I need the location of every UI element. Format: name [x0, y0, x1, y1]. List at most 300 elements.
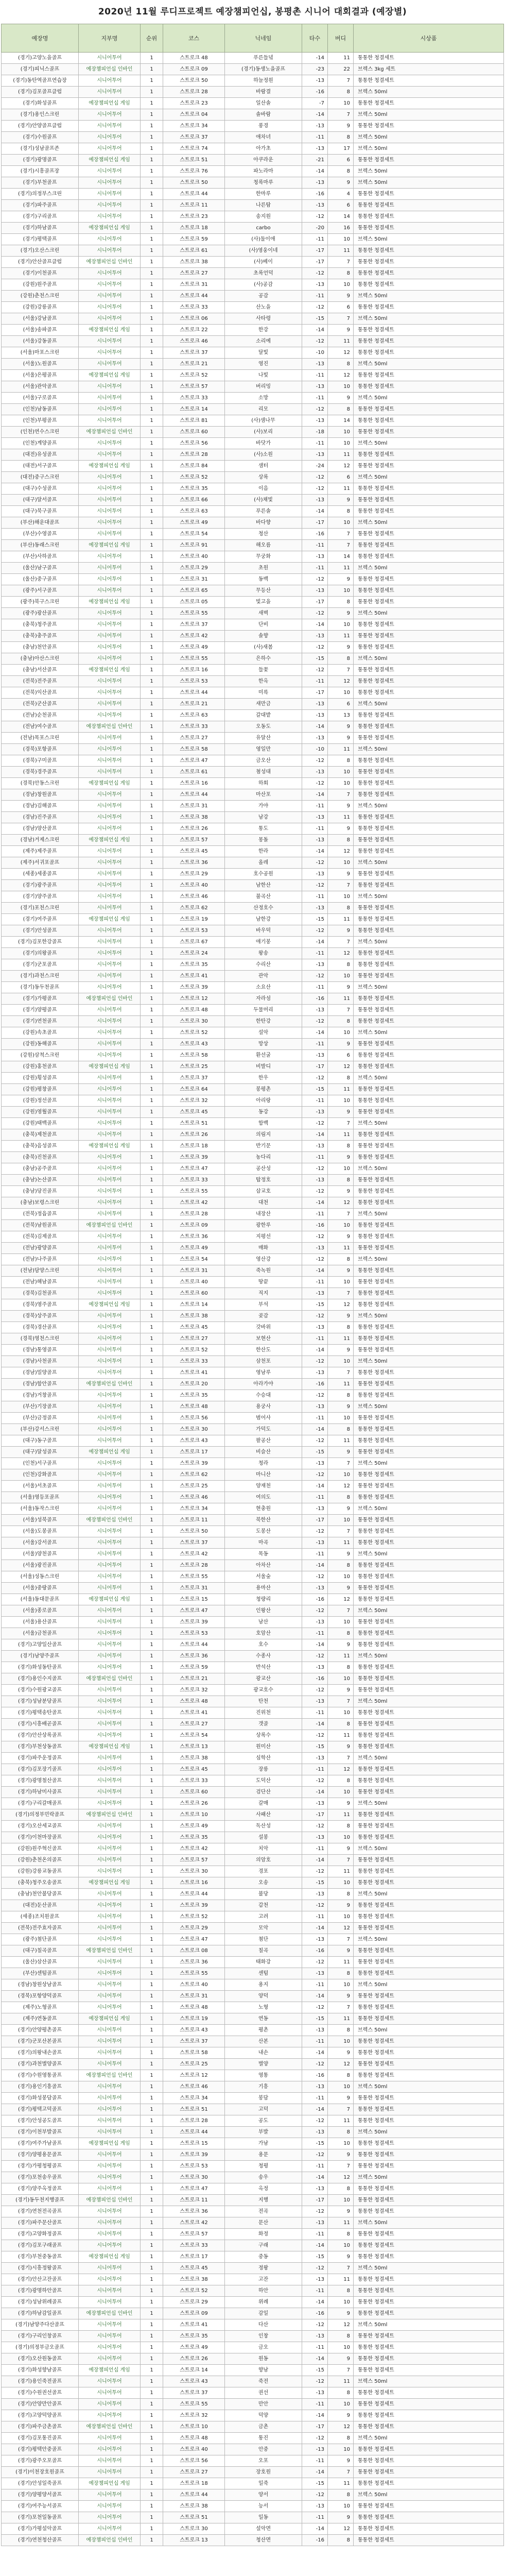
table-row: [2, 2025, 504, 2036]
rank-cell: 1: [141, 1571, 163, 1583]
score-cell: -13: [302, 733, 328, 744]
course-cell: 스트로크 37: [163, 1537, 225, 1549]
rank-cell: 1: [141, 1333, 163, 1345]
prize-cell: 통통한 청결세트: [354, 2047, 504, 2059]
score-cell: -14: [302, 1923, 328, 1934]
birdie-cell: 10: [328, 2036, 354, 2047]
table-row: [2, 1424, 504, 1435]
score-cell: -11: [302, 2342, 328, 2353]
rank-cell: 1: [141, 619, 163, 631]
score-cell: -11: [302, 1628, 328, 1639]
course-cell: 스트로크 05: [163, 597, 225, 608]
nickname-cell: 영통: [225, 2070, 302, 2081]
prize-cell: 브렉스 50ml: [354, 563, 504, 574]
score-cell: -13: [302, 1832, 328, 1843]
branch-cell: 예장챔피언십 인바인: [79, 2421, 141, 2433]
score-cell: -11: [302, 1911, 328, 1923]
nickname-cell: 바우덕: [225, 925, 302, 937]
course-cell: 스트로크 43: [163, 1435, 225, 1447]
rank-cell: 1: [141, 1050, 163, 1061]
branch-cell: 시니어투어: [79, 1730, 141, 1741]
rank-cell: 1: [141, 2070, 163, 2081]
branch-cell: 시니어투어: [79, 347, 141, 359]
table-row: [2, 699, 504, 710]
birdie-cell: 8: [328, 1775, 354, 1787]
birdie-cell: 9: [328, 1685, 354, 1696]
birdie-cell: 8: [328, 166, 354, 177]
birdie-cell: 8: [328, 1390, 354, 1401]
course-cell: 스트로크 44: [163, 189, 225, 200]
prize-cell: 통통한 청결세트: [354, 98, 504, 109]
course-cell: 스트로크 29: [163, 869, 225, 880]
prize-cell: 통통한 청결세트: [354, 1526, 504, 1537]
score-cell: -13: [302, 585, 328, 597]
course-cell: 스트로크 36: [163, 1957, 225, 1968]
course-cell: 스트로크 33: [163, 721, 225, 733]
nickname-cell: 한마루: [225, 189, 302, 200]
prize-cell: 통통한 청결세트: [354, 835, 504, 846]
birdie-cell: 7: [328, 1526, 354, 1537]
rank-cell: 1: [141, 449, 163, 461]
prize-cell: 브렉스 50ml: [354, 291, 504, 302]
course-cell: 스트로크 45: [163, 1764, 225, 1775]
prize-cell: 통통한 청결세트: [354, 665, 504, 676]
rank-cell: 1: [141, 2149, 163, 2161]
rank-cell: 1: [141, 1084, 163, 1095]
course-cell: 스트로크 36: [163, 1651, 225, 1662]
prize-cell: 브렉스 50ml: [354, 2319, 504, 2331]
prize-cell: 통통한 청결세트: [354, 495, 504, 506]
score-cell: -13: [302, 1141, 328, 1152]
birdie-cell: 8: [328, 1073, 354, 1084]
birdie-cell: 11: [328, 1084, 354, 1095]
nickname-cell: 공산성: [225, 1163, 302, 1175]
course-cell: 스트로크 14: [163, 2365, 225, 2376]
table-row: [2, 2263, 504, 2274]
nickname-cell: 인왕산: [225, 1605, 302, 1617]
table-row: [2, 1617, 504, 1628]
course-cell: 스트로크 25: [163, 1481, 225, 1492]
score-cell: -7: [302, 98, 328, 109]
course-cell: 스트로크 41: [163, 1367, 225, 1379]
table-row: [2, 87, 504, 98]
rank-cell: 1: [141, 1141, 163, 1152]
birdie-cell: 11: [328, 1129, 354, 1141]
birdie-cell: 9: [328, 823, 354, 835]
table-row: [2, 1265, 504, 1277]
venue-cell: (경기)김포한강골프: [2, 937, 79, 948]
rank-cell: 1: [141, 2138, 163, 2149]
prize-cell: 브렉스 50ml: [354, 2376, 504, 2387]
table-row: [2, 1379, 504, 1390]
birdie-cell: 9: [328, 291, 354, 302]
prize-cell: 통통한 청결세트: [354, 597, 504, 608]
course-cell: 스트로크 54: [163, 529, 225, 540]
table-row: [2, 1458, 504, 1469]
score-cell: -16: [302, 1220, 328, 1231]
branch-cell: 시니어투어: [79, 1095, 141, 1107]
branch-cell: 시니어투어: [79, 245, 141, 257]
venue-cell: (경기)연천골프: [2, 1016, 79, 1027]
prize-cell: 통통한 청결세트: [354, 585, 504, 597]
table-row: [2, 291, 504, 302]
course-cell: 스트로크 64: [163, 1084, 225, 1095]
venue-cell: (광주)광산골프: [2, 608, 79, 619]
table-row: [2, 1685, 504, 1696]
prize-cell: 통통한 청결세트: [354, 1447, 504, 1458]
branch-cell: 시니어투어: [79, 1843, 141, 1855]
course-cell: 스트로크 27: [163, 1333, 225, 1345]
branch-cell: 시니어투어: [79, 302, 141, 313]
table-row: [2, 971, 504, 982]
branch-cell: 시니어투어: [79, 472, 141, 483]
venue-cell: (경남)양산골프: [2, 823, 79, 835]
nickname-cell: 왕송: [225, 948, 302, 959]
rank-cell: 1: [141, 563, 163, 574]
branch-cell: 시니어투어: [79, 755, 141, 767]
rank-cell: 1: [141, 313, 163, 325]
branch-cell: 시니어투어: [79, 189, 141, 200]
venue-cell: (경기)의왕골프: [2, 948, 79, 959]
score-cell: -12: [302, 1605, 328, 1617]
course-cell: 스트로크 56: [163, 2455, 225, 2467]
prize-cell: 통통한 청결세트: [354, 971, 504, 982]
nickname-cell: 산정호수: [225, 903, 302, 914]
score-cell: -15: [302, 1741, 328, 1753]
score-cell: -13: [302, 75, 328, 87]
nickname-cell: 청량리: [225, 1594, 302, 1605]
venue-cell: (경기)남양주다산골프: [2, 2319, 79, 2331]
branch-cell: 시니어투어: [79, 1265, 141, 1277]
prize-cell: 통통한 청결세트: [354, 415, 504, 427]
nickname-cell: 내손: [225, 2047, 302, 2059]
birdie-cell: 8: [328, 959, 354, 971]
course-cell: 스트로크 26: [163, 2353, 225, 2365]
rank-cell: 1: [141, 517, 163, 529]
venue-cell: (강원)동해골프: [2, 1039, 79, 1050]
nickname-cell: 공감: [225, 291, 302, 302]
birdie-cell: 12: [328, 1481, 354, 1492]
course-cell: 스트로크 14: [163, 1299, 225, 1311]
course-cell: 스트로크 39: [163, 1900, 225, 1911]
venue-cell: (전북)익산골프: [2, 687, 79, 699]
score-cell: -11: [302, 438, 328, 449]
branch-cell: 시니어투어: [79, 846, 141, 857]
rank-cell: 1: [141, 1061, 163, 1073]
course-cell: 스트로크 44: [163, 1639, 225, 1651]
course-cell: 스트로크 35: [163, 1832, 225, 1843]
table-row: [2, 2183, 504, 2195]
branch-cell: 시니어투어: [79, 823, 141, 835]
score-cell: -11: [302, 2399, 328, 2410]
course-cell: 스트로크 16: [163, 778, 225, 789]
birdie-cell: 10: [328, 517, 354, 529]
venue-cell: (전남)목포스크린: [2, 733, 79, 744]
birdie-cell: 12: [328, 2523, 354, 2535]
prize-cell: 통통한 청결세트: [354, 1390, 504, 1401]
course-cell: 스트로크 52: [163, 1027, 225, 1039]
prize-cell: 통통한 청결세트: [354, 767, 504, 778]
branch-cell: 시니어투어: [79, 2127, 141, 2138]
prize-cell: 브렉스 50ml: [354, 87, 504, 98]
nickname-cell: 관악: [225, 971, 302, 982]
venue-cell: (경북)김천골프: [2, 1288, 79, 1299]
branch-cell: 시니어투어: [79, 1424, 141, 1435]
nickname-cell: 한탄강: [225, 1016, 302, 1027]
nickname-cell: 애기봉: [225, 937, 302, 948]
branch-cell: 시니어투어: [79, 801, 141, 812]
course-cell: 스트로크 19: [163, 2013, 225, 2025]
score-cell: -11: [302, 1095, 328, 1107]
table-row: [2, 551, 504, 563]
table-row: [2, 687, 504, 699]
rank-cell: 1: [141, 2217, 163, 2229]
venue-cell: (경기)가평설악골프: [2, 2523, 79, 2535]
rank-cell: 1: [141, 1617, 163, 1628]
score-cell: -12: [302, 1231, 328, 1243]
rank-cell: 1: [141, 245, 163, 257]
rank-cell: 1: [141, 325, 163, 336]
table-row: [2, 449, 504, 461]
prize-cell: 통통한 청결세트: [354, 1617, 504, 1628]
nickname-cell: 비발디: [225, 1061, 302, 1073]
table-row: [2, 2115, 504, 2127]
score-cell: -14: [302, 1855, 328, 1866]
venue-cell: (서울)영등포골프: [2, 1492, 79, 1503]
venue-cell: (경남)통영골프: [2, 1345, 79, 1356]
course-cell: 스트로크 04: [163, 109, 225, 121]
birdie-cell: 7: [328, 2002, 354, 2013]
course-cell: 스트로크 45: [163, 1107, 225, 1118]
nickname-cell: 광교산: [225, 1673, 302, 1685]
prize-cell: 통통한 청결세트: [354, 1594, 504, 1605]
venue-cell: (강원)강릉골프: [2, 302, 79, 313]
branch-cell: 시니어투어: [79, 2353, 141, 2365]
nickname-cell: 치악: [225, 1843, 302, 1855]
branch-cell: 시니어투어: [79, 585, 141, 597]
prize-cell: 통통한 청결세트: [354, 2478, 504, 2489]
rank-cell: 1: [141, 2297, 163, 2308]
table-row: [2, 1866, 504, 1877]
venue-cell: (부산)센텀골프: [2, 1968, 79, 1979]
venue-cell: (부산)동래스크린: [2, 540, 79, 551]
branch-cell: 시니어투어: [79, 1821, 141, 1832]
score-cell: -14: [302, 2172, 328, 2183]
birdie-cell: 11: [328, 1957, 354, 1968]
course-cell: 스트로크 38: [163, 1311, 225, 1322]
prize-cell: 통통한 청결세트: [354, 914, 504, 925]
branch-cell: 시니어투어: [79, 1345, 141, 1356]
course-cell: 스트로크 46: [163, 1492, 225, 1503]
score-cell: -11: [302, 1764, 328, 1775]
score-cell: -13: [302, 143, 328, 155]
table-row: [2, 2161, 504, 2172]
table-row: [2, 2501, 504, 2512]
score-cell: -14: [302, 109, 328, 121]
branch-cell: 예장챔피언십 게임: [79, 597, 141, 608]
course-cell: 스트로크 39: [163, 1152, 225, 1163]
rank-cell: 1: [141, 2127, 163, 2138]
nickname-cell: 고려: [225, 1911, 302, 1923]
table-row: [2, 1039, 504, 1050]
venue-cell: (대구)달성골프: [2, 1447, 79, 1458]
venue-cell: (경기)평택고덕골프: [2, 2104, 79, 2115]
birdie-cell: 8: [328, 132, 354, 143]
birdie-cell: 10: [328, 1707, 354, 1719]
rank-cell: 1: [141, 733, 163, 744]
birdie-cell: 8: [328, 1424, 354, 1435]
venue-cell: (전북)전주효자골프: [2, 1923, 79, 1934]
course-cell: 스트로크 33: [163, 393, 225, 404]
venue-cell: (경기)양평양서골프: [2, 2489, 79, 2501]
nickname-cell: 영일만: [225, 744, 302, 755]
table-row: [2, 2365, 504, 2376]
nickname-cell: 도봉산: [225, 1526, 302, 1537]
branch-cell: 예장챔피언십 인바인: [79, 64, 141, 75]
rank-cell: 1: [141, 1027, 163, 1039]
prize-cell: 통통한 청결세트: [354, 789, 504, 801]
table-row: [2, 2149, 504, 2161]
birdie-cell: 9: [328, 495, 354, 506]
branch-cell: 시니어투어: [79, 2081, 141, 2093]
branch-cell: 시니어투어: [79, 1356, 141, 1367]
prize-cell: 통통한 청결세트: [354, 1968, 504, 1979]
course-cell: 스트로크 32: [163, 1685, 225, 1696]
rank-cell: 1: [141, 1809, 163, 1821]
branch-cell: 시니어투어: [79, 279, 141, 291]
birdie-cell: 11: [328, 1333, 354, 1345]
table-row: [2, 64, 504, 75]
prize-cell: 통통한 청결세트: [354, 1333, 504, 1345]
rank-cell: 1: [141, 1243, 163, 1254]
score-cell: -11: [302, 2455, 328, 2467]
rank-cell: 1: [141, 642, 163, 653]
venue-cell: (경기)시흥배곧골프: [2, 1719, 79, 1730]
nickname-cell: 설악면: [225, 2523, 302, 2535]
nickname-cell: 은하수: [225, 653, 302, 665]
prize-cell: 통통한 청결세트: [354, 1560, 504, 1571]
nickname-cell: 가야: [225, 801, 302, 812]
course-cell: 스트로크 28: [163, 87, 225, 98]
branch-cell: 예장챔피언십 인바인: [79, 257, 141, 268]
score-cell: -16: [302, 2535, 328, 2546]
nickname-cell: 팔공산: [225, 1435, 302, 1447]
birdie-cell: 8: [328, 2285, 354, 2297]
course-cell: 스트로크 42: [163, 1843, 225, 1855]
table-row: [2, 1209, 504, 1220]
venue-cell: (경기)포천송우골프: [2, 2172, 79, 2183]
nickname-cell: 농다리: [225, 1152, 302, 1163]
rank-cell: 1: [141, 880, 163, 891]
rank-cell: 1: [141, 483, 163, 495]
birdie-cell: 9: [328, 1843, 354, 1855]
branch-cell: 시니어투어: [79, 415, 141, 427]
nickname-cell: 반석산: [225, 1662, 302, 1673]
venue-cell: (경기)평택골프: [2, 234, 79, 245]
venue-cell: (제주)연동골프: [2, 2013, 79, 2025]
col-header-birdie: 버디: [328, 24, 354, 53]
course-cell: 스트로크 42: [163, 631, 225, 642]
course-cell: 스트로크 63: [163, 710, 225, 721]
score-cell: -11: [302, 132, 328, 143]
birdie-cell: 11: [328, 993, 354, 1005]
prize-cell: 통통한 청결세트: [354, 948, 504, 959]
rank-cell: 1: [141, 2025, 163, 2036]
score-cell: -12: [302, 971, 328, 982]
venue-cell: (경북)안동스크린: [2, 778, 79, 789]
course-cell: 스트로크 58: [163, 2047, 225, 2059]
table-row: [2, 1855, 504, 1866]
table-row: [2, 1662, 504, 1673]
table-row: [2, 1311, 504, 1322]
venue-cell: (인천)연수스크린: [2, 427, 79, 438]
rank-cell: 1: [141, 857, 163, 869]
birdie-cell: 8: [328, 755, 354, 767]
rank-cell: 1: [141, 1957, 163, 1968]
branch-cell: 시니어투어: [79, 1435, 141, 1447]
venue-cell: (경기)의정부스크린: [2, 189, 79, 200]
nickname-cell: 반기문: [225, 1141, 302, 1152]
nickname-cell: 남산: [225, 1617, 302, 1628]
course-cell: 스트로크 43: [163, 2376, 225, 2387]
birdie-cell: 12: [328, 676, 354, 687]
rank-cell: 1: [141, 2319, 163, 2331]
course-cell: 스트로크 09: [163, 64, 225, 75]
prize-cell: 통통한 청결세트: [354, 75, 504, 87]
prize-cell: 통통한 청결세트: [354, 2331, 504, 2342]
prize-cell: 통통한 청결세트: [354, 200, 504, 211]
nickname-cell: 한라: [225, 846, 302, 857]
rank-cell: 1: [141, 2342, 163, 2353]
venue-cell: (경기)광주골프: [2, 880, 79, 891]
score-cell: -14: [302, 1991, 328, 2002]
nickname-cell: 용마산: [225, 1583, 302, 1594]
table-row: [2, 1560, 504, 1571]
prize-cell: 통통한 청결세트: [354, 279, 504, 291]
course-cell: 스트로크 51: [163, 2104, 225, 2115]
rank-cell: 1: [141, 1583, 163, 1594]
prize-cell: 통통한 청결세트: [354, 2399, 504, 2410]
score-cell: -13: [302, 495, 328, 506]
score-cell: -12: [302, 336, 328, 347]
prize-cell: 통통한 청결세트: [354, 1821, 504, 1832]
rank-cell: 1: [141, 1605, 163, 1617]
rank-cell: 1: [141, 2523, 163, 2535]
nickname-cell: 다산: [225, 2319, 302, 2331]
branch-cell: 예장챔피언십 게임: [79, 223, 141, 234]
venue-cell: (서울)관악골프: [2, 381, 79, 393]
rank-cell: 1: [141, 982, 163, 993]
rank-cell: 1: [141, 1129, 163, 1141]
prize-cell: 통통한 청결세트: [354, 1775, 504, 1787]
venue-cell: (서울)강남골프: [2, 313, 79, 325]
table-row: [2, 1730, 504, 1741]
venue-cell: (경기)성남골프존: [2, 143, 79, 155]
venue-cell: (광주)서구골프: [2, 585, 79, 597]
course-cell: 스트로크 11: [163, 200, 225, 211]
rank-cell: 1: [141, 1435, 163, 1447]
birdie-cell: 9: [328, 733, 354, 744]
score-cell: -13: [302, 959, 328, 971]
prize-cell: 통통한 청결세트: [354, 710, 504, 721]
birdie-cell: 9: [328, 2251, 354, 2263]
birdie-cell: 13: [328, 710, 354, 721]
venue-cell: (강원)원주혁신골프: [2, 1843, 79, 1855]
venue-cell: (경기)화성봉담골프: [2, 2093, 79, 2104]
nickname-cell: 금오산: [225, 755, 302, 767]
nickname-cell: carbo: [225, 223, 302, 234]
branch-cell: 시니어투어: [79, 529, 141, 540]
